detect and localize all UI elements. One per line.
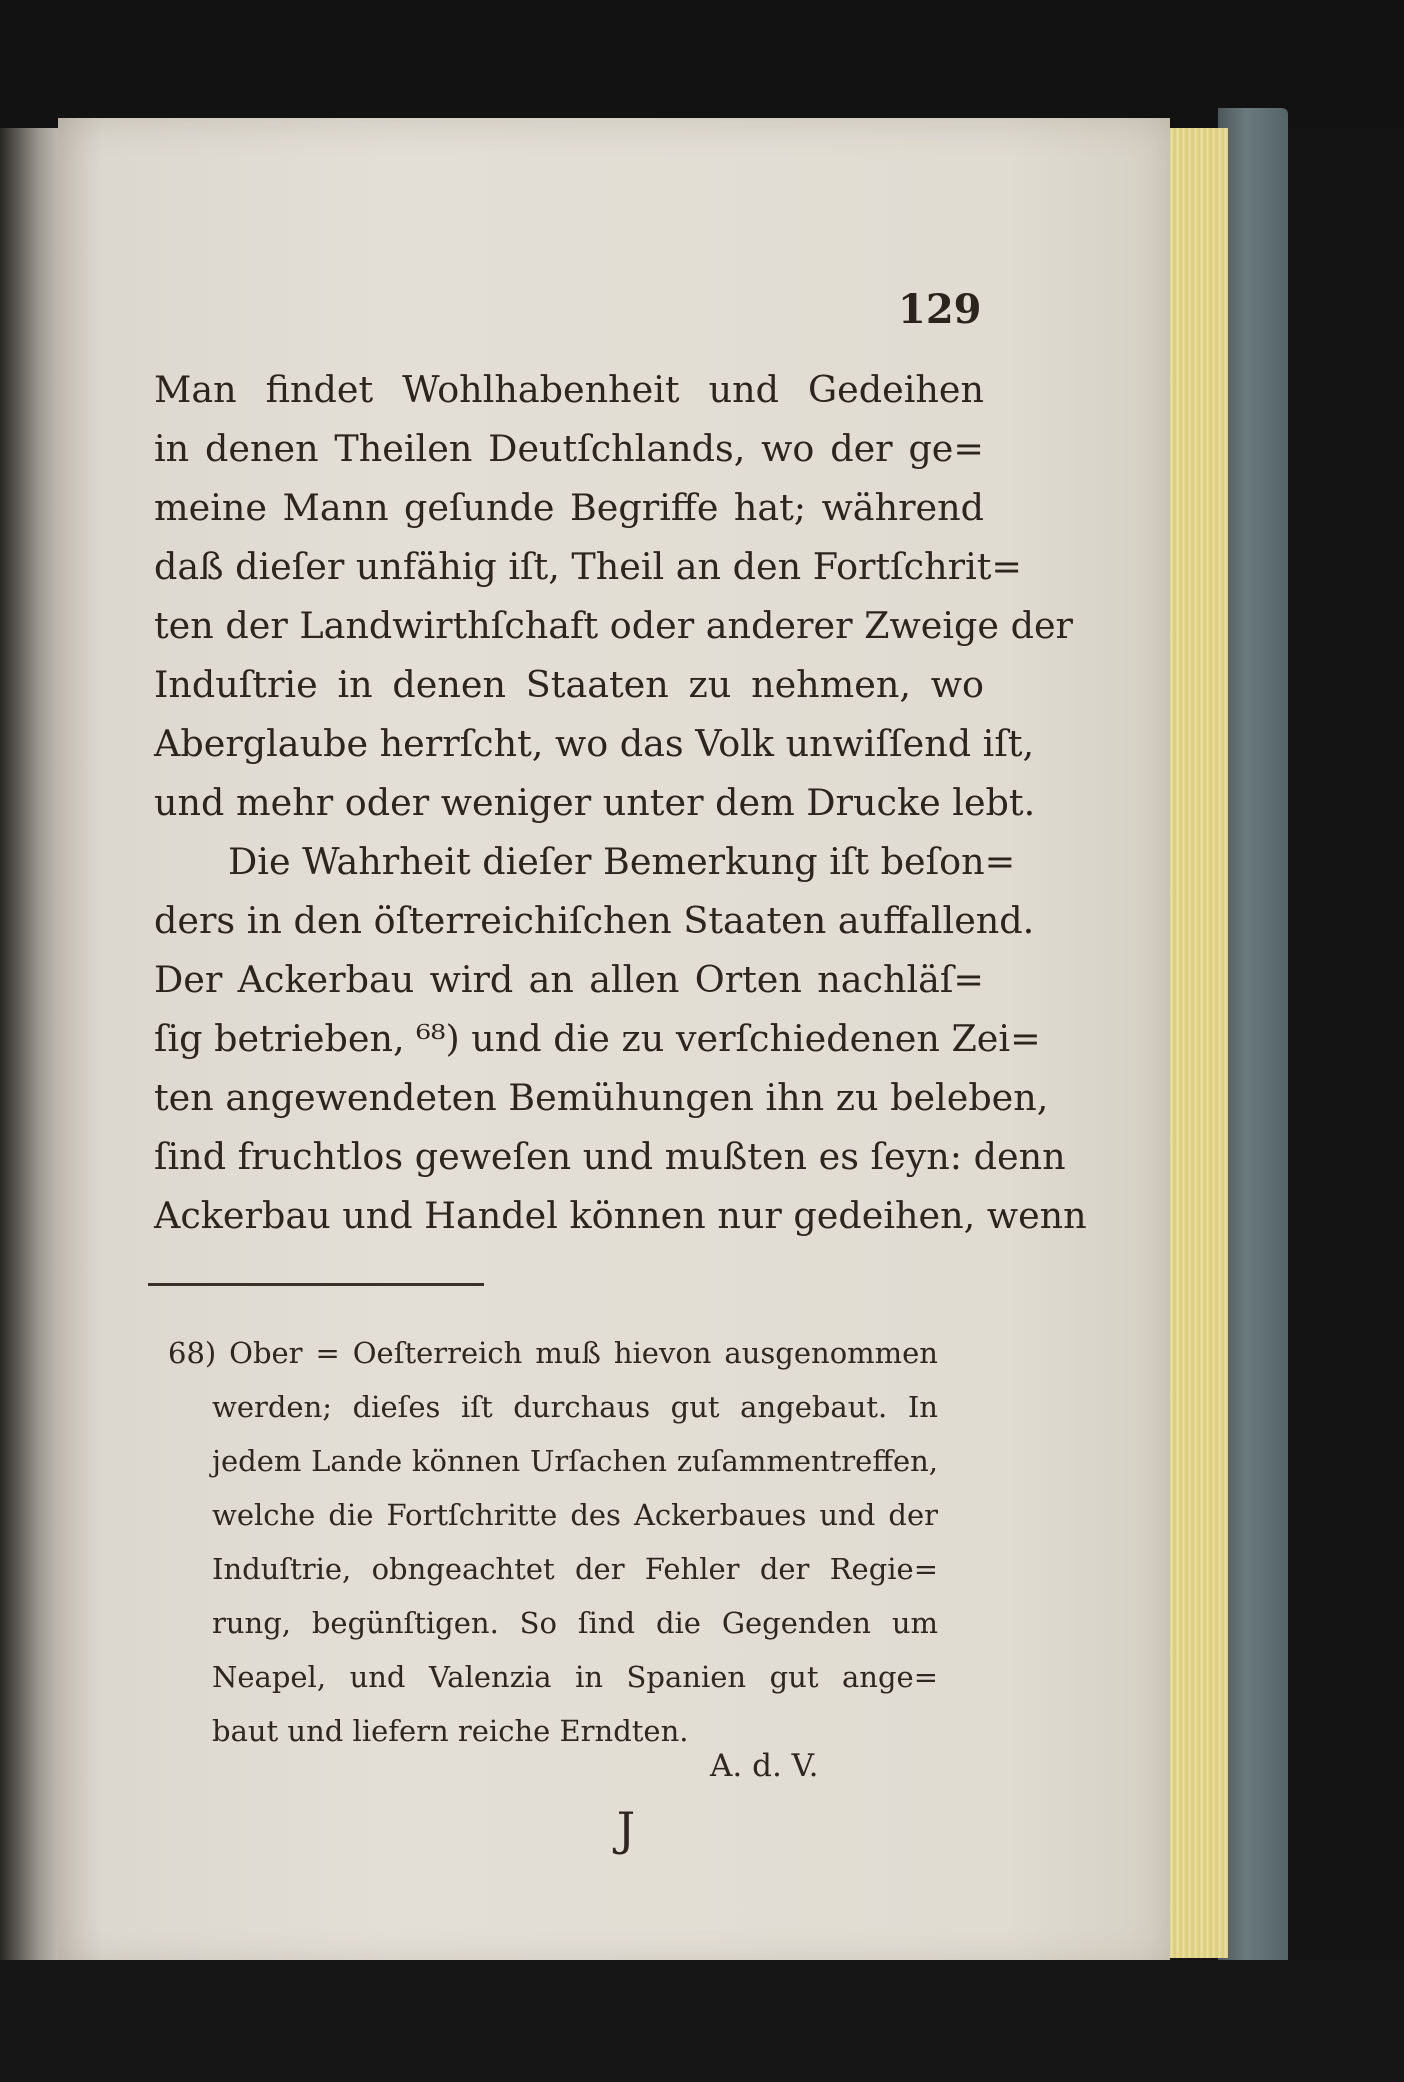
footnote-line: Induſtrie, obngeachtet der Fehler der Regie= [212,1552,938,1586]
main-text-block [154,360,1087,1245]
text-line: Der Ackerbau wird an allen Orten nachläſ= [154,958,984,1001]
text-line: ſind fruchtlos geweſen und mußten es ſeyn: denn [154,1135,1066,1178]
text-line: Man findet Wohlhabenheit und Gedeihen [154,368,984,411]
text-line: und mehr oder weniger unter dem Drucke lebt. [154,781,1036,824]
text-line: Aberglaube herrſcht, wo das Volk unwiſſend iſt, [154,722,1035,765]
text-line: Die Wahrheit dieſer Bemerkung iſt beſon= [228,840,1016,883]
page-fore-edge [1160,128,1228,1958]
text-line: daß dieſer unfähig iſt, Theil an den Fortſchrit= [154,545,1022,588]
book-cover-edge [1218,108,1288,1988]
scan-background-top [0,0,1404,128]
text-line: ten angewendeten Bemühungen ihn zu beleben, [154,1076,1049,1119]
text-line: meine Mann geſunde Begriffe hat; während [154,486,984,529]
footnote-line: 68) Ober = Oeſterreich muß hievon ausgenommen [168,1336,938,1370]
scan-background-bottom [0,1960,1404,2082]
text-line: ten der Landwirthſchaft oder anderer Zweige der [154,604,1073,647]
text-line: Ackerbau und Handel können nur gedeihen, wenn [154,1194,1087,1237]
footnote-block [168,1326,938,1758]
printer-signature-mark: J [616,1802,636,1856]
footnote-line: baut und liefern reiche Erndten. [212,1714,689,1748]
footnote-line: werden; dieſes iſt durchaus gut angebaut. In [212,1390,938,1424]
page-number: 129 [898,286,982,333]
footnote-line: jedem Lande können Urſachen zuſammentreffen, [212,1444,938,1478]
text-line: in denen Theilen Deutſchlands, wo der ge= [154,427,984,470]
text-line: ders in den öſterreichiſchen Staaten auffallend. [154,899,1035,942]
footnote-signature: A. d. V. [710,1748,819,1784]
footnote-line: welche die Fortſchritte des Ackerbaues und der [212,1498,938,1532]
footnote-line: Neapel, und Valenzia in Spanien gut ange= [212,1660,938,1694]
text-line: Induſtrie in denen Staaten zu nehmen, wo [154,663,984,706]
footnote-separator-rule [148,1283,484,1286]
footnote-line: rung, begünſtigen. So ſind die Gegenden um [212,1606,938,1640]
text-line: ſig betrieben, ⁶⁸) und die zu verſchiedenen Zei= [154,1017,1041,1060]
